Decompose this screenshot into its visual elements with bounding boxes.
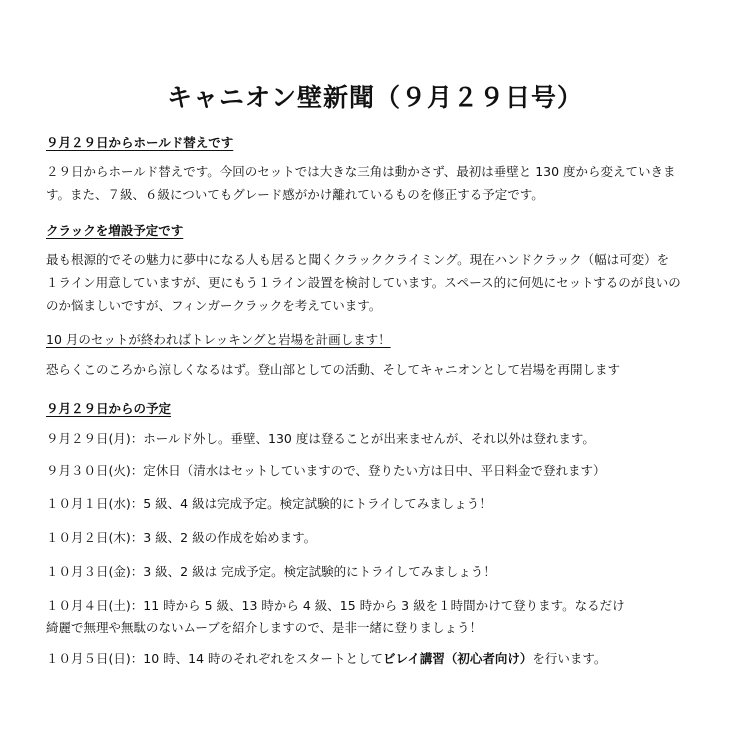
section-body-trekking [46, 358, 714, 381]
schedule-item [46, 493, 714, 515]
schedule-item [46, 428, 714, 450]
schedule-item [46, 648, 714, 670]
schedule-line: ９月２９日(月)：ホールド外し。垂壁、130 度は登ることが出来ませんが、それ以外は登れます。 [46, 431, 595, 446]
section-heading-trekking: 10 月のセットが終わればトレッキングと岩場を計画します！ [46, 332, 391, 347]
paragraph-line: のか悩ましいですが、フィンガークラックを考えています。 [46, 298, 382, 313]
schedule-item [46, 460, 714, 482]
section-body-crack [46, 248, 714, 317]
paragraph-line: 最も根源的でその魅力に夢中になる人も居ると聞くクラッククライミング。現在ハンドクラック（幅は可変）を [46, 252, 670, 267]
schedule-heading: ９月２９日からの予定 [46, 401, 172, 416]
paragraph-line: す。また、７級、６級についてもグレード感がかけ離れているものを修正する予定です。 [46, 187, 544, 202]
schedule-item [46, 561, 714, 583]
page-title: キャニオン壁新聞（９月２９日号） [166, 83, 583, 112]
schedule-line: １０月１日(水)：5 級、4 級は完成予定。検定試験的にトライしてみましょう！ [46, 496, 492, 511]
paragraph-line: １ライン用意していますが、更にもう１ライン設置を検討しています。スペース的に何処にセットするのが良いの [46, 275, 681, 290]
paragraph-line: 恐らくこのころから涼しくなるはず。登山部としての活動、そしてキャニオンとして岩場を再開します [46, 362, 621, 377]
schedule-line: １０月４日(土)：11 時から 5 級、13 時から 4 級、15 時から 3 級を１時間かけて登ります。なるだけ [46, 598, 625, 613]
section-body-hold-change [46, 160, 714, 206]
schedule-item [46, 527, 714, 549]
schedule-line [46, 648, 714, 670]
schedule-text: を行います。 [532, 651, 607, 666]
schedule-line: 綺麗で無理や無駄のないムーブを紹介しますので、是非一緒に登りましょう！ [46, 620, 483, 635]
schedule-line: １０月３日(金)：3 級、2 級は 完成予定。検定試験的にトライしてみましょう！ [46, 564, 496, 579]
schedule-text: １０月５日(日)：10 時、14 時のそれぞれをスタートとして [46, 651, 384, 666]
belay-course-label: ビレイ講習（初心者向け） [383, 651, 533, 666]
section-heading-hold-change: ９月２９日からホールド替えです [46, 135, 234, 150]
section-heading-crack: クラックを増設予定です [46, 223, 184, 238]
schedule-line: １０月２日(木)：3 級、2 級の作成を始めます。 [46, 530, 317, 545]
schedule-item [46, 595, 714, 639]
schedule-line: ９月３０日(火)：定休日（清水はセットしていますので、登りたい方は日中、平日料金で登れます） [46, 463, 606, 478]
paragraph-line: ２９日からホールド替えです。今回のセットでは大きな三角は動かさず、最初は垂壁と 130 度から変えていきま [46, 164, 676, 179]
